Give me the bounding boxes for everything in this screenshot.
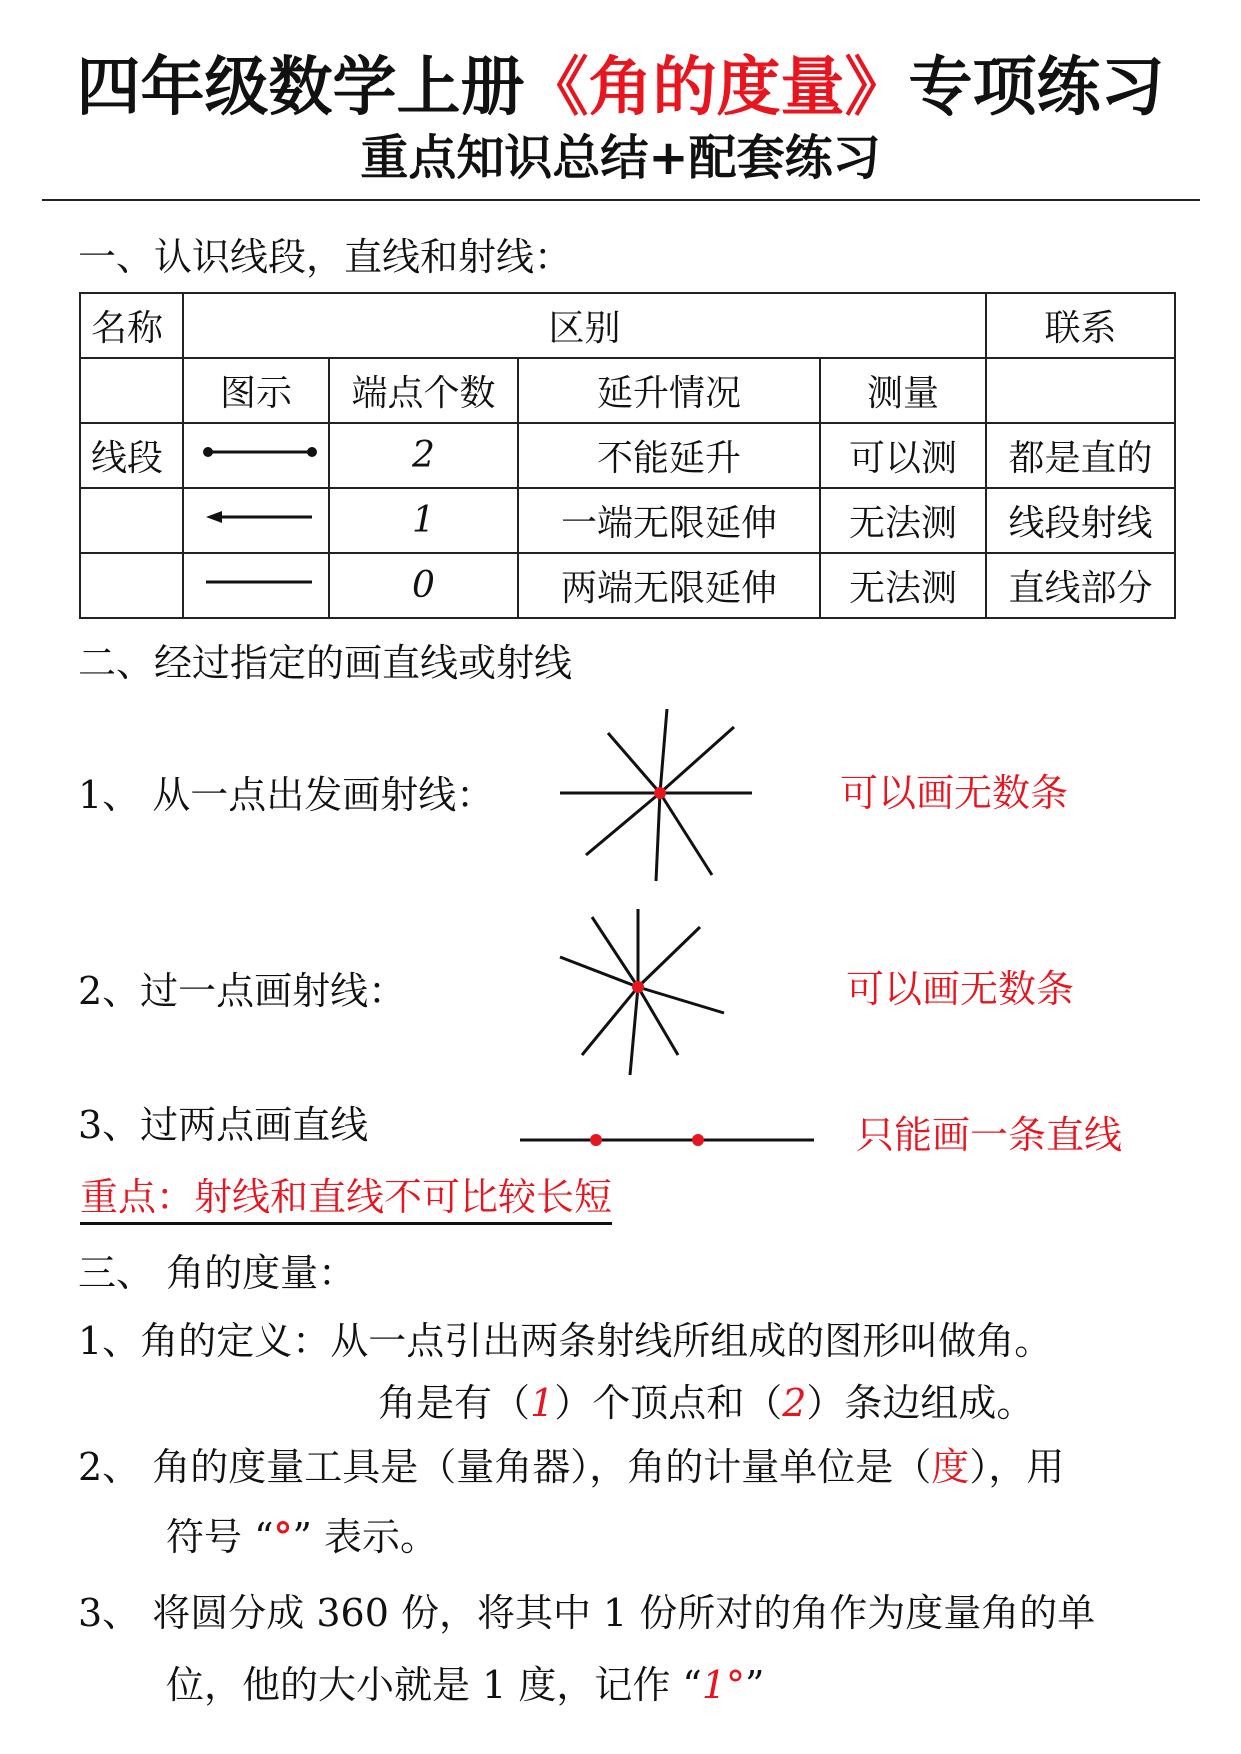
row-measure: 无法测 <box>820 553 986 618</box>
item3-label: 3、过两点画直线 <box>78 1103 369 1147</box>
degree-symbol: ° <box>273 1514 293 1559</box>
subheader-endpoints: 端点个数 <box>329 358 518 423</box>
one-degree-line: 位，他的大小就是 1 度，记作 “1°” <box>166 1663 765 1707</box>
header-relation: 联系 <box>986 293 1175 358</box>
row-relation: 都是直的 <box>986 423 1175 488</box>
line-figure <box>183 553 329 618</box>
row-relation: 直线部分 <box>986 553 1175 618</box>
key-point: 重点：射线和直线不可比较长短 <box>80 1174 612 1225</box>
row-endpoints: 1 <box>329 488 518 553</box>
header-divider <box>42 199 1200 201</box>
segment-icon <box>186 437 326 467</box>
one-degree-value: 1° <box>701 1663 746 1707</box>
row-measure: 可以测 <box>820 423 986 488</box>
ray-figure <box>183 488 329 553</box>
item-number: 2、 <box>78 1445 141 1489</box>
subheader-extend: 延升情况 <box>518 358 820 423</box>
row-name <box>80 553 183 618</box>
section2-heading: 二、经过指定的画直线或射线 <box>78 641 573 685</box>
item1-label: 1、 从一点出发画射线： <box>78 773 495 817</box>
definition-one-degree: 3、 将圆分成 360 份，将其中 1 份所对的角作为度量角的单 <box>78 1591 1096 1635</box>
line-through-two-points-diagram <box>518 1130 816 1150</box>
tool-unit-line: 2、 角的度量工具是（量角器），角的计量单位是（度），用 <box>78 1445 1065 1489</box>
definition-line <box>78 1318 1052 1364</box>
row-name <box>80 488 183 553</box>
answer-blank: 度 <box>931 1445 970 1489</box>
item2-label: 2、过一点画射线： <box>78 969 407 1013</box>
rays-from-point-diagram <box>556 705 756 885</box>
row-relation: 线段射线 <box>986 488 1175 553</box>
table-subheader-row <box>80 358 1175 423</box>
row-name: 线段 <box>80 423 183 488</box>
answer-blank: 1 <box>530 1381 555 1425</box>
symbol-line: 符号 “°” 表示。 <box>166 1514 439 1559</box>
section3-heading: 三、 角的度量： <box>78 1251 357 1295</box>
knowledge-table <box>79 292 1176 619</box>
ray-arrow-icon <box>186 502 326 532</box>
row-endpoints: 2 <box>329 423 518 488</box>
item-number: 1、 <box>78 1319 141 1363</box>
page-subtitle: 重点知识总结+配套练习 <box>360 130 881 186</box>
answer-blank: 2 <box>782 1381 807 1425</box>
title-prefix: 四年级数学上册 <box>76 51 525 125</box>
item-number: 3、 <box>78 1591 141 1635</box>
table-row <box>80 423 1175 488</box>
table-header-row <box>80 293 1175 358</box>
title-suffix: 专项练习 <box>908 51 1165 125</box>
item1-answer: 可以画无数条 <box>840 771 1069 815</box>
subheader-figure: 图示 <box>183 358 329 423</box>
row-extend: 两端无限延伸 <box>518 553 820 618</box>
segment-figure <box>183 423 329 488</box>
header-difference: 区别 <box>183 293 986 358</box>
row-measure: 无法测 <box>820 488 986 553</box>
row-extend: 不能延升 <box>518 423 820 488</box>
subheader-measure: 测量 <box>820 358 986 423</box>
table-row <box>80 488 1175 553</box>
section1-heading: 一、认识线段，直线和射线： <box>78 235 573 279</box>
vertex-edge-line: 角是有（1）个顶点和（2）条边组成。 <box>378 1381 1035 1425</box>
item2-answer: 可以画无数条 <box>846 967 1075 1011</box>
item3-answer: 只能画一条直线 <box>856 1113 1123 1157</box>
row-extend: 一端无限延伸 <box>518 488 820 553</box>
definition-text: 角的定义：从一点引出两条射线所组成的图形叫做角。 <box>140 1319 1053 1363</box>
table-row <box>80 553 1175 618</box>
row-endpoints: 0 <box>329 553 518 618</box>
rays-through-point-diagram <box>552 905 732 1080</box>
page-title <box>0 48 1241 128</box>
title-highlight: 《角的度量》 <box>524 51 909 125</box>
header-name: 名称 <box>80 293 183 358</box>
straight-line-icon <box>186 567 326 597</box>
